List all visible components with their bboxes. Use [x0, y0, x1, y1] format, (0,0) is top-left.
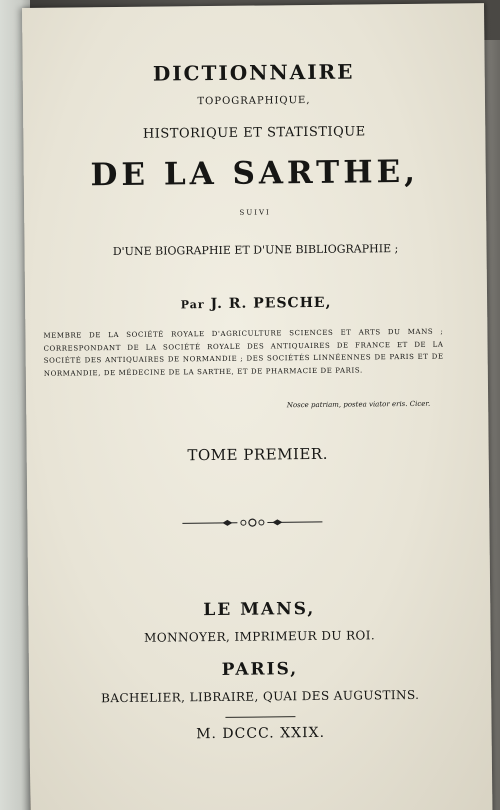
title-page: [22, 3, 492, 810]
author-description: MEMBRE DE LA SOCIÉTÉ ROYALE D'AGRICULTURE SCIENCES ET ARTS DU MANS ; CORRESPONDANT DE LA SOCIÉTÉ ROYALE DES ANTIQUAIRES DE FRANCE ET DE LA SOCIÉTÉ DES ANTIQUAIRES DE NORMANDIE ; DES SOCIÉTÉS LINNÉENNES DE PARIS ET DE NORMANDIE, DE MÉDECINE DE LA SARTHE, ET DE PHARMACIE DE PARIS.: [43, 327, 444, 378]
subtitle-sarthe: DE LA SARTHE,: [90, 153, 420, 194]
subtitle-biographie: D'UNE BIOGRAPHIE ET D'UNE BIBLIOGRAPHIE ;: [112, 242, 399, 259]
volume-label: TOME PREMIER.: [187, 444, 329, 465]
ornament-divider-icon: [177, 515, 327, 531]
year-rule: [225, 716, 295, 718]
publication-year: M. DCCC. XXIX.: [196, 724, 326, 743]
subtitle-suivi: SUIVI: [239, 208, 271, 217]
imprint-city-paris: PARIS,: [221, 659, 299, 680]
book-title: DICTIONNAIRE: [152, 59, 355, 86]
author-name: J. R. PESCHE,: [210, 294, 332, 313]
imprint-city-le-mans: LE MANS,: [203, 598, 316, 621]
epigraph-quote: Nosce patriam, postea viator eris. Cicer.: [286, 399, 431, 410]
subtitle-topographique: TOPOGRAPHIQUE,: [197, 94, 311, 108]
subtitle-historique: HISTORIQUE ET STATISTIQUE: [142, 124, 366, 142]
imprint-printer: MONNOYER, IMPRIMEUR DU ROI.: [144, 628, 376, 645]
author-line: [25, 293, 487, 314]
author-prefix: Par: [180, 298, 205, 312]
imprint-bookseller: BACHELIER, LIBRAIRE, QUAI DES AUGUSTINS.: [101, 687, 420, 706]
